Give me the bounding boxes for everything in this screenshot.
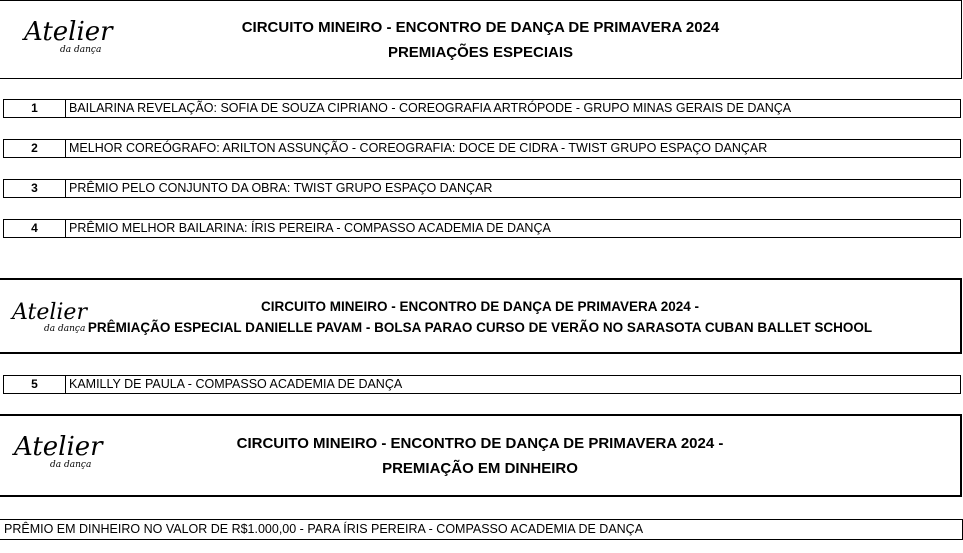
- logo-main-text: Atelier: [14, 432, 103, 462]
- award-row-2: [3, 139, 961, 158]
- award-text: KAMILLY DE PAULA - COMPASSO ACADEMIA DE DANÇA: [69, 377, 403, 391]
- section1-header: [0, 0, 962, 79]
- award-text: MELHOR COREÓGRAFO: ARILTON ASSUNÇÃO - COREOGRAFIA: DOCE DE CIDRA - TWIST GRUPO ESPAÇO DANÇAR: [69, 141, 768, 155]
- award-number: 3: [4, 180, 66, 197]
- cash-prize-row: [0, 519, 963, 540]
- award-number: 1: [4, 100, 66, 117]
- award-row-5: [3, 375, 961, 394]
- logo-main-text: Atelier: [12, 300, 87, 325]
- award-text: PRÊMIO PELO CONJUNTO DA OBRA: TWIST GRUPO ESPAÇO DANÇAR: [69, 181, 493, 195]
- logo-sub-text: da dança: [44, 324, 86, 334]
- section2-title-line1: CIRCUITO MINEIRO - ENCONTRO DE DANÇA DE PRIMAVERA 2024 -: [260, 299, 700, 314]
- section2-title-line2: PRÊMIAÇÃO ESPECIAL DANIELLE PAVAM - BOLSA PARAO CURSO DE VERÃO NO SARASOTA CUBAN BALLET SCHOOL: [87, 320, 873, 335]
- award-row-3: [3, 179, 961, 198]
- award-text: BAILARINA REVELAÇÃO: SOFIA DE SOUZA CIPRIANO - COREOGRAFIA ARTRÓPODE - GRUPO MINAS GERAIS DE DANÇA: [69, 101, 792, 115]
- cash-prize-text: PRÊMIO EM DINHEIRO NO VALOR DE R$1.000,00 - PARA ÍRIS PEREIRA - COMPASSO ACADEMIA DE DANÇA: [4, 522, 644, 536]
- section2-header: [0, 278, 962, 354]
- award-row-1: [3, 99, 961, 118]
- award-text: PRÊMIO MELHOR BAILARINA: ÍRIS PEREIRA - COMPASSO ACADEMIA DE DANÇA: [69, 221, 551, 235]
- logo-sub-text: da dança: [60, 45, 102, 55]
- section3-title-line2: PREMIAÇÃO EM DINHEIRO: [382, 460, 578, 477]
- logo-sub-text: da dança: [50, 460, 92, 470]
- section1-title-line2: PREMIAÇÕES ESPECIAIS: [387, 44, 574, 61]
- logo-main-text: Atelier: [24, 17, 113, 47]
- award-number: 4: [4, 220, 66, 237]
- award-number: 5: [4, 376, 66, 393]
- award-row-4: [3, 219, 961, 238]
- award-number: 2: [4, 140, 66, 157]
- section1-title-line1: CIRCUITO MINEIRO - ENCONTRO DE DANÇA DE PRIMAVERA 2024: [241, 19, 720, 36]
- section3-title-line1: CIRCUITO MINEIRO - ENCONTRO DE DANÇA DE PRIMAVERA 2024 -: [236, 435, 724, 452]
- section3-header: [0, 414, 962, 497]
